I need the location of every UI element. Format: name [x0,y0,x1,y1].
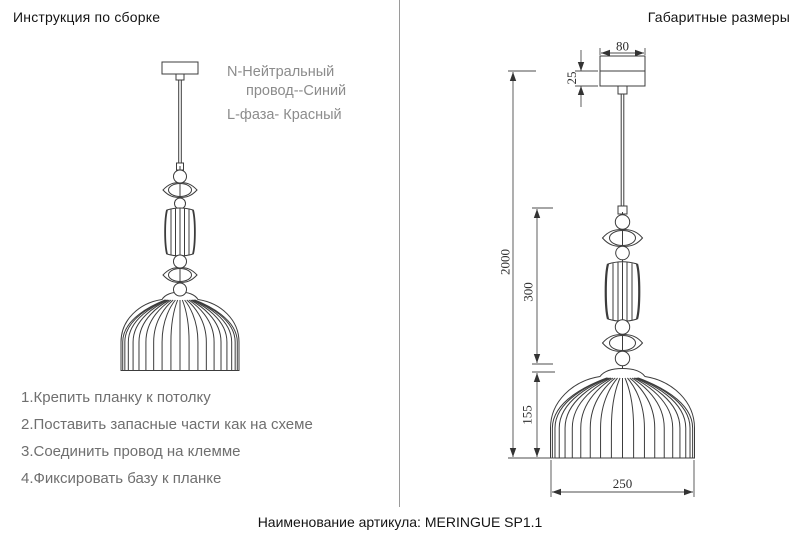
ceiling-canopy [600,56,645,94]
wiring-label-neutral [227,63,346,101]
dimension-drawing [492,38,704,500]
decor-sphere-1 [174,170,187,183]
instruction-item-1: 1.Крепить планку к потолку [21,389,211,406]
lamp-shade-dome [121,292,239,371]
decor-sphere-2 [616,246,630,260]
wiring-label-phase: L-фаза- Красный [227,107,342,123]
assembly-instructions [21,384,313,492]
dim-value-2000: 2000 [497,249,513,275]
footer-article-name: Наименование артикула: MERINGUE SP1.1 [257,514,543,530]
wiring-neutral-line1: N-Нейтральный [227,64,335,80]
wiring-labels [227,63,346,125]
dim-value-300: 300 [520,282,536,302]
decor-sphere-3 [615,320,629,334]
section-divider-line [399,0,400,507]
dim-value-80: 80 [616,38,629,54]
ribbed-cylinder [165,208,195,256]
decor-sphere-1 [615,215,629,229]
dim-canopy-width [600,39,645,56]
instruction-item-3: 3.Соединить провод на клемме [21,443,241,460]
page-title-dimensions: Габаритные размеры [647,9,790,25]
dim-canopy-height [564,50,598,107]
decor-sphere-4 [615,351,629,365]
instruction-item-2: 2.Поставить запасные части как на схеме [21,416,313,433]
suspension-cord [618,94,627,214]
dim-overall-height [498,71,556,458]
dim-shade-diameter [551,460,694,497]
dim-stack-height [521,208,554,364]
dim-value-250: 250 [612,476,633,491]
suspension-cord [177,80,184,170]
dim-value-25: 25 [564,71,579,85]
wiring-neutral-line2: провод--Синий [246,83,347,99]
instruction-item-4: 4.Фиксировать базу к планке [21,470,222,487]
lamp-shade-dome [551,369,695,459]
page-title-assembly: Инструкция по сборке [13,9,161,25]
dim-shade-height [520,372,556,457]
decor-sphere-3 [174,255,187,268]
decor-sphere-2 [175,198,186,209]
decor-sphere-4 [174,283,187,296]
ribbed-cylinder [606,262,640,322]
ceiling-plate [162,62,198,80]
dim-value-155: 155 [519,405,535,425]
